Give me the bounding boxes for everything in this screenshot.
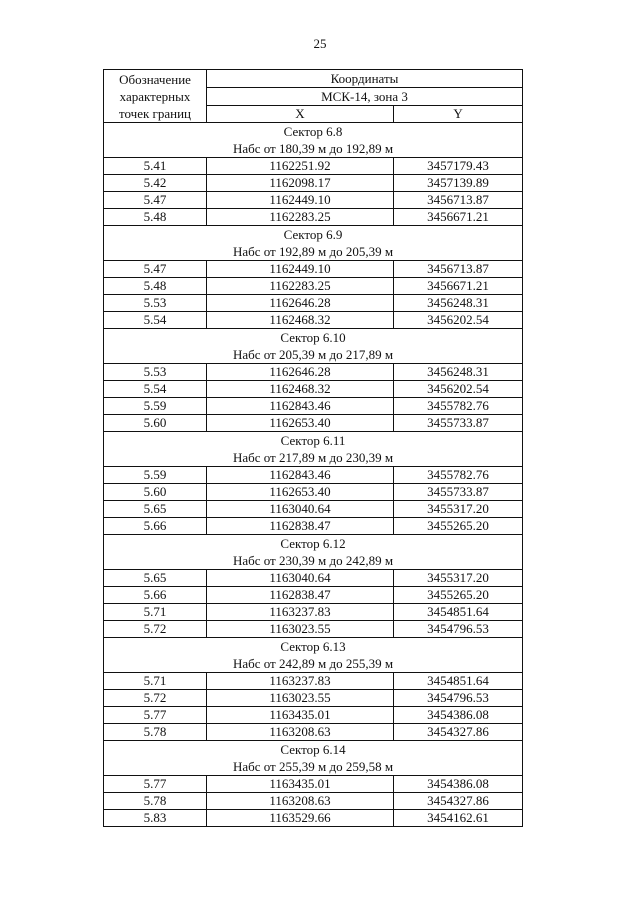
sector-range-row	[104, 140, 523, 158]
y-cell: 3457179.43	[394, 158, 523, 175]
point-cell: 5.59	[104, 398, 207, 415]
point-cell: 5.60	[104, 484, 207, 501]
point-cell: 5.65	[104, 570, 207, 587]
sector-range-row	[104, 449, 523, 467]
point-cell: 5.48	[104, 209, 207, 226]
y-cell: 3454386.08	[394, 776, 523, 793]
coordinates-table	[103, 69, 523, 827]
coords-system-header	[207, 88, 523, 106]
sector-header-row	[104, 638, 523, 656]
table-row	[104, 209, 523, 226]
table-row	[104, 621, 523, 638]
sector-name: Сектор 6.10	[104, 329, 523, 347]
x-cell: 1162098.17	[207, 175, 394, 192]
x-cell: 1163208.63	[207, 793, 394, 810]
sector-name: Сектор 6.11	[104, 432, 523, 450]
sector-range-row	[104, 758, 523, 776]
coords-title-line2: МСК-14, зона 3	[321, 89, 408, 104]
sector-header-row	[104, 535, 523, 553]
sector-name: Сектор 6.9	[104, 226, 523, 244]
table-row	[104, 312, 523, 329]
y-cell: 3456202.54	[394, 312, 523, 329]
y-cell: 3454327.86	[394, 724, 523, 741]
y-cell: 3454386.08	[394, 707, 523, 724]
y-cell: 3455782.76	[394, 467, 523, 484]
x-cell: 1162838.47	[207, 587, 394, 604]
table-row	[104, 158, 523, 175]
point-cell: 5.41	[104, 158, 207, 175]
x-cell: 1162843.46	[207, 467, 394, 484]
table-row	[104, 810, 523, 827]
point-cell: 5.78	[104, 724, 207, 741]
x-cell: 1162646.28	[207, 364, 394, 381]
x-cell: 1163023.55	[207, 690, 394, 707]
point-cell: 5.48	[104, 278, 207, 295]
point-cell: 5.83	[104, 810, 207, 827]
x-cell: 1162283.25	[207, 278, 394, 295]
table-row	[104, 776, 523, 793]
y-cell: 3454327.86	[394, 793, 523, 810]
sector-range-row	[104, 243, 523, 261]
y-cell: 3454796.53	[394, 621, 523, 638]
table-row	[104, 707, 523, 724]
x-cell: 1162449.10	[207, 192, 394, 209]
table-row	[104, 484, 523, 501]
point-cell: 5.77	[104, 707, 207, 724]
point-cell: 5.53	[104, 295, 207, 312]
point-cell: 5.42	[104, 175, 207, 192]
table-row	[104, 364, 523, 381]
table-row	[104, 690, 523, 707]
y-cell: 3456202.54	[394, 381, 523, 398]
sector-range: Набс от 242,89 м до 255,39 м	[104, 655, 523, 673]
table-row	[104, 261, 523, 278]
sector-range: Набс от 230,39 м до 242,89 м	[104, 552, 523, 570]
table-row	[104, 295, 523, 312]
sector-range: Набс от 255,39 м до 259,58 м	[104, 758, 523, 776]
x-cell: 1163529.66	[207, 810, 394, 827]
point-cell: 5.72	[104, 690, 207, 707]
x-cell: 1162653.40	[207, 415, 394, 432]
table-row	[104, 415, 523, 432]
coords-title-line1: Координаты	[330, 71, 399, 86]
point-cell: 5.72	[104, 621, 207, 638]
y-cell: 3455265.20	[394, 518, 523, 535]
point-cell: 5.71	[104, 604, 207, 621]
x-cell: 1163208.63	[207, 724, 394, 741]
point-cell: 5.54	[104, 381, 207, 398]
sector-range: Набс от 217,89 м до 230,39 м	[104, 449, 523, 467]
x-cell: 1162838.47	[207, 518, 394, 535]
table-row	[104, 381, 523, 398]
table-row	[104, 673, 523, 690]
table-row	[104, 587, 523, 604]
table-row	[104, 501, 523, 518]
point-cell: 5.59	[104, 467, 207, 484]
point-cell: 5.78	[104, 793, 207, 810]
x-cell: 1162283.25	[207, 209, 394, 226]
sector-header-row	[104, 226, 523, 244]
x-cell: 1163435.01	[207, 707, 394, 724]
table-row	[104, 724, 523, 741]
point-cell: 5.66	[104, 518, 207, 535]
y-cell: 3456671.21	[394, 278, 523, 295]
y-cell: 3456713.87	[394, 192, 523, 209]
y-cell: 3455265.20	[394, 587, 523, 604]
y-cell: 3454162.61	[394, 810, 523, 827]
table-row	[104, 793, 523, 810]
table-row	[104, 604, 523, 621]
x-cell: 1163040.64	[207, 501, 394, 518]
y-cell: 3456713.87	[394, 261, 523, 278]
point-cell: 5.71	[104, 673, 207, 690]
x-cell: 1163237.83	[207, 604, 394, 621]
x-cell: 1162468.32	[207, 312, 394, 329]
table-row	[104, 518, 523, 535]
sector-header-row	[104, 123, 523, 141]
x-cell: 1162449.10	[207, 261, 394, 278]
x-cell: 1163237.83	[207, 673, 394, 690]
x-cell: 1162468.32	[207, 381, 394, 398]
table-row	[104, 175, 523, 192]
y-cell: 3456248.31	[394, 364, 523, 381]
sector-range: Набс от 180,39 м до 192,89 м	[104, 140, 523, 158]
sector-name: Сектор 6.14	[104, 741, 523, 759]
point-cell: 5.65	[104, 501, 207, 518]
point-cell: 5.77	[104, 776, 207, 793]
table-row	[104, 398, 523, 415]
x-cell: 1163023.55	[207, 621, 394, 638]
coords-title-header	[207, 70, 523, 88]
y-cell: 3455733.87	[394, 484, 523, 501]
y-cell: 3455733.87	[394, 415, 523, 432]
y-cell: 3454796.53	[394, 690, 523, 707]
x-cell: 1162653.40	[207, 484, 394, 501]
x-column-header: X	[207, 106, 394, 123]
sector-range: Набс от 192,89 м до 205,39 м	[104, 243, 523, 261]
sector-name: Сектор 6.8	[104, 123, 523, 141]
y-cell: 3456248.31	[394, 295, 523, 312]
sector-header-row	[104, 329, 523, 347]
point-cell: 5.47	[104, 261, 207, 278]
y-cell: 3455782.76	[394, 398, 523, 415]
table-row	[104, 570, 523, 587]
table-row	[104, 192, 523, 209]
sector-range-row	[104, 655, 523, 673]
table-row	[104, 278, 523, 295]
y-cell: 3455317.20	[394, 570, 523, 587]
y-column-header: Y	[394, 106, 523, 123]
point-label-header: Обозначение характерных точек границ	[104, 70, 207, 123]
table-row	[104, 467, 523, 484]
x-cell: 1163435.01	[207, 776, 394, 793]
y-cell: 3454851.64	[394, 673, 523, 690]
x-cell: 1162843.46	[207, 398, 394, 415]
table-body	[104, 123, 523, 827]
y-cell: 3457139.89	[394, 175, 523, 192]
sector-name: Сектор 6.13	[104, 638, 523, 656]
sector-header-row	[104, 741, 523, 759]
x-cell: 1162251.92	[207, 158, 394, 175]
point-cell: 5.66	[104, 587, 207, 604]
sector-header-row	[104, 432, 523, 450]
sector-range-row	[104, 552, 523, 570]
point-cell: 5.54	[104, 312, 207, 329]
point-cell: 5.47	[104, 192, 207, 209]
x-cell: 1162646.28	[207, 295, 394, 312]
sector-range: Набс от 205,39 м до 217,89 м	[104, 346, 523, 364]
page-number: 25	[313, 36, 327, 51]
sector-name: Сектор 6.12	[104, 535, 523, 553]
y-cell: 3455317.20	[394, 501, 523, 518]
point-cell: 5.60	[104, 415, 207, 432]
point-cell: 5.53	[104, 364, 207, 381]
sector-range-row	[104, 346, 523, 364]
y-cell: 3456671.21	[394, 209, 523, 226]
x-cell: 1163040.64	[207, 570, 394, 587]
y-cell: 3454851.64	[394, 604, 523, 621]
